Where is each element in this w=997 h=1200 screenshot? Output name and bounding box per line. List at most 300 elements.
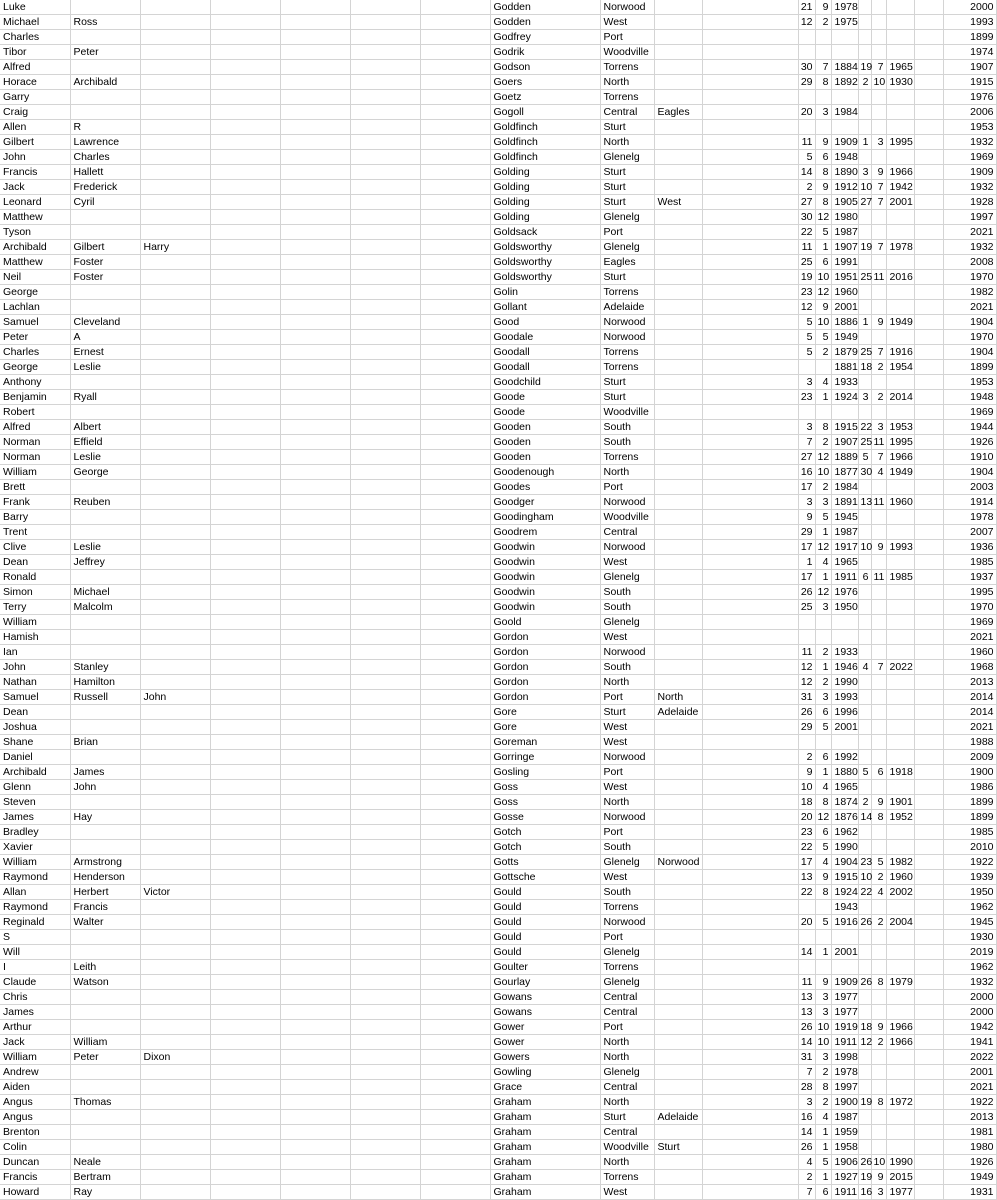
death-year-cell[interactable] [886,960,914,975]
surname-cell[interactable]: Golin [490,285,600,300]
death-year-cell[interactable]: 2016 [886,270,914,285]
second-club-cell[interactable] [654,1050,702,1065]
grid-cell[interactable] [350,690,420,705]
grid-cell[interactable] [420,15,490,30]
grid-cell[interactable] [280,390,350,405]
birth-day-cell[interactable] [798,45,815,60]
grid-cell[interactable] [702,420,798,435]
second-club-cell[interactable]: Norwood [654,855,702,870]
debut-year-cell[interactable]: 1949 [943,1170,996,1185]
grid-cell[interactable] [350,870,420,885]
birth-year-cell[interactable]: 1912 [831,180,858,195]
debut-year-cell[interactable]: 1993 [943,15,996,30]
grid-cell[interactable] [914,585,943,600]
grid-cell[interactable] [914,1170,943,1185]
grid-cell[interactable] [914,705,943,720]
grid-cell[interactable] [914,1035,943,1050]
death-month-cell[interactable] [871,255,886,270]
grid-cell[interactable] [702,510,798,525]
second-club-cell[interactable] [654,390,702,405]
birth-day-cell[interactable]: 20 [798,810,815,825]
grid-cell[interactable] [210,585,280,600]
given-name-cell[interactable]: Arthur [0,1020,70,1035]
grid-cell[interactable] [420,600,490,615]
third-name-cell[interactable]: Victor [140,885,210,900]
birth-month-cell[interactable] [815,930,831,945]
birth-day-cell[interactable]: 7 [798,435,815,450]
third-name-cell[interactable] [140,30,210,45]
club-cell[interactable]: Torrens [600,960,654,975]
debut-year-cell[interactable]: 1944 [943,420,996,435]
grid-cell[interactable] [280,735,350,750]
surname-cell[interactable]: Gower [490,1035,600,1050]
surname-cell[interactable]: Gollant [490,300,600,315]
death-month-cell[interactable]: 11 [871,495,886,510]
club-cell[interactable]: Central [600,105,654,120]
death-day-cell[interactable]: 5 [858,765,871,780]
grid-cell[interactable] [702,750,798,765]
second-club-cell[interactable] [654,1080,702,1095]
birth-month-cell[interactable]: 8 [815,1080,831,1095]
death-day-cell[interactable] [858,330,871,345]
death-day-cell[interactable] [858,45,871,60]
surname-cell[interactable]: Gould [490,945,600,960]
surname-cell[interactable]: Goodingham [490,510,600,525]
death-month-cell[interactable] [871,525,886,540]
birth-year-cell[interactable]: 1907 [831,240,858,255]
death-month-cell[interactable]: 7 [871,60,886,75]
middle-name-cell[interactable] [70,300,140,315]
birth-day-cell[interactable]: 17 [798,570,815,585]
death-day-cell[interactable] [858,750,871,765]
death-year-cell[interactable]: 2022 [886,660,914,675]
birth-day-cell[interactable]: 29 [798,75,815,90]
grid-cell[interactable] [702,1185,798,1200]
death-month-cell[interactable] [871,585,886,600]
given-name-cell[interactable]: Benjamin [0,390,70,405]
death-year-cell[interactable]: 2002 [886,885,914,900]
grid-cell[interactable] [702,975,798,990]
middle-name-cell[interactable] [70,945,140,960]
grid-cell[interactable] [914,255,943,270]
death-day-cell[interactable] [858,30,871,45]
middle-name-cell[interactable]: Ray [70,1185,140,1200]
club-cell[interactable]: Glenelg [600,975,654,990]
grid-cell[interactable] [914,975,943,990]
grid-cell[interactable] [210,960,280,975]
birth-month-cell[interactable]: 6 [815,1185,831,1200]
grid-cell[interactable] [280,1005,350,1020]
death-day-cell[interactable]: 4 [858,660,871,675]
grid-cell[interactable] [420,165,490,180]
surname-cell[interactable]: Goodale [490,330,600,345]
debut-year-cell[interactable]: 1980 [943,1140,996,1155]
club-cell[interactable]: West [600,15,654,30]
grid-cell[interactable] [280,1050,350,1065]
grid-cell[interactable] [210,615,280,630]
grid-cell[interactable] [420,645,490,660]
death-year-cell[interactable] [886,105,914,120]
grid-cell[interactable] [702,1080,798,1095]
grid-cell[interactable] [210,870,280,885]
third-name-cell[interactable]: Dixon [140,1050,210,1065]
birth-year-cell[interactable]: 1915 [831,420,858,435]
grid-cell[interactable] [914,345,943,360]
grid-cell[interactable] [914,675,943,690]
birth-day-cell[interactable]: 11 [798,645,815,660]
birth-year-cell[interactable]: 1919 [831,1020,858,1035]
third-name-cell[interactable] [140,750,210,765]
given-name-cell[interactable]: Simon [0,585,70,600]
third-name-cell[interactable] [140,630,210,645]
debut-year-cell[interactable]: 2014 [943,690,996,705]
grid-cell[interactable] [280,195,350,210]
second-club-cell[interactable]: West [654,195,702,210]
middle-name-cell[interactable] [70,30,140,45]
birth-day-cell[interactable]: 2 [798,180,815,195]
death-year-cell[interactable] [886,1080,914,1095]
death-year-cell[interactable] [886,285,914,300]
grid-cell[interactable] [210,45,280,60]
birth-month-cell[interactable]: 5 [815,720,831,735]
birth-day-cell[interactable]: 16 [798,1110,815,1125]
grid-cell[interactable] [420,540,490,555]
second-club-cell[interactable] [654,90,702,105]
grid-cell[interactable] [350,630,420,645]
death-month-cell[interactable] [871,15,886,30]
death-month-cell[interactable] [871,705,886,720]
middle-name-cell[interactable]: Walter [70,915,140,930]
second-club-cell[interactable]: North [654,690,702,705]
grid-cell[interactable] [914,750,943,765]
middle-name-cell[interactable]: Albert [70,420,140,435]
debut-year-cell[interactable]: 2000 [943,1005,996,1020]
grid-cell[interactable] [702,885,798,900]
birth-day-cell[interactable]: 22 [798,885,815,900]
grid-cell[interactable] [210,780,280,795]
grid-cell[interactable] [914,660,943,675]
birth-month-cell[interactable]: 4 [815,555,831,570]
death-day-cell[interactable]: 30 [858,465,871,480]
grid-cell[interactable] [420,450,490,465]
second-club-cell[interactable] [654,375,702,390]
birth-year-cell[interactable]: 1915 [831,870,858,885]
death-year-cell[interactable] [886,585,914,600]
death-month-cell[interactable]: 8 [871,975,886,990]
death-month-cell[interactable] [871,1065,886,1080]
given-name-cell[interactable]: Luke [0,0,70,15]
third-name-cell[interactable] [140,540,210,555]
grid-cell[interactable] [210,660,280,675]
middle-name-cell[interactable]: Leslie [70,540,140,555]
grid-cell[interactable] [280,555,350,570]
third-name-cell[interactable] [140,600,210,615]
grid-cell[interactable] [210,690,280,705]
grid-cell[interactable] [280,870,350,885]
given-name-cell[interactable]: James [0,1005,70,1020]
third-name-cell[interactable] [140,330,210,345]
death-month-cell[interactable] [871,120,886,135]
death-year-cell[interactable] [886,480,914,495]
death-day-cell[interactable]: 14 [858,810,871,825]
grid-cell[interactable] [420,300,490,315]
birth-month-cell[interactable]: 3 [815,1005,831,1020]
third-name-cell[interactable] [140,585,210,600]
third-name-cell[interactable] [140,810,210,825]
death-year-cell[interactable] [886,510,914,525]
surname-cell[interactable]: Goodwin [490,600,600,615]
grid-cell[interactable] [702,855,798,870]
grid-cell[interactable] [914,90,943,105]
death-month-cell[interactable] [871,825,886,840]
debut-year-cell[interactable]: 1962 [943,900,996,915]
grid-cell[interactable] [420,510,490,525]
grid-cell[interactable] [210,1170,280,1185]
birth-month-cell[interactable]: 6 [815,705,831,720]
given-name-cell[interactable]: Allan [0,885,70,900]
birth-day-cell[interactable] [798,360,815,375]
grid-cell[interactable] [702,120,798,135]
second-club-cell[interactable] [654,780,702,795]
death-day-cell[interactable] [858,990,871,1005]
death-month-cell[interactable]: 9 [871,165,886,180]
grid-cell[interactable] [914,270,943,285]
middle-name-cell[interactable]: Neale [70,1155,140,1170]
grid-cell[interactable] [350,195,420,210]
debut-year-cell[interactable]: 2021 [943,225,996,240]
second-club-cell[interactable] [654,675,702,690]
grid-cell[interactable] [914,300,943,315]
death-day-cell[interactable]: 10 [858,180,871,195]
grid-cell[interactable] [702,915,798,930]
death-day-cell[interactable] [858,585,871,600]
birth-day-cell[interactable]: 5 [798,150,815,165]
second-club-cell[interactable] [654,960,702,975]
grid-cell[interactable] [914,1020,943,1035]
given-name-cell[interactable]: Steven [0,795,70,810]
birth-month-cell[interactable]: 9 [815,300,831,315]
death-day-cell[interactable] [858,285,871,300]
birth-year-cell[interactable]: 1917 [831,540,858,555]
grid-cell[interactable] [210,165,280,180]
grid-cell[interactable] [350,525,420,540]
grid-cell[interactable] [350,615,420,630]
middle-name-cell[interactable]: James [70,765,140,780]
club-cell[interactable]: West [600,555,654,570]
surname-cell[interactable]: Gore [490,705,600,720]
death-year-cell[interactable]: 1966 [886,1020,914,1035]
grid-cell[interactable] [420,1050,490,1065]
given-name-cell[interactable]: Leonard [0,195,70,210]
death-day-cell[interactable] [858,1125,871,1140]
grid-cell[interactable] [210,900,280,915]
grid-cell[interactable] [350,375,420,390]
death-day-cell[interactable] [858,15,871,30]
death-year-cell[interactable] [886,15,914,30]
surname-cell[interactable]: Gowling [490,1065,600,1080]
club-cell[interactable]: Torrens [600,345,654,360]
given-name-cell[interactable]: George [0,360,70,375]
grid-cell[interactable] [702,405,798,420]
birth-day-cell[interactable]: 23 [798,390,815,405]
birth-day-cell[interactable]: 5 [798,315,815,330]
death-year-cell[interactable]: 1901 [886,795,914,810]
grid-cell[interactable] [914,450,943,465]
birth-day-cell[interactable]: 14 [798,165,815,180]
birth-year-cell[interactable]: 1948 [831,150,858,165]
third-name-cell[interactable] [140,1110,210,1125]
birth-month-cell[interactable]: 1 [815,1125,831,1140]
death-month-cell[interactable] [871,1125,886,1140]
death-day-cell[interactable]: 18 [858,360,871,375]
grid-cell[interactable] [702,585,798,600]
grid-cell[interactable] [280,315,350,330]
third-name-cell[interactable] [140,480,210,495]
third-name-cell[interactable] [140,15,210,30]
death-day-cell[interactable]: 6 [858,570,871,585]
debut-year-cell[interactable]: 1960 [943,645,996,660]
club-cell[interactable]: Woodville [600,405,654,420]
grid-cell[interactable] [350,330,420,345]
third-name-cell[interactable] [140,0,210,15]
death-year-cell[interactable] [886,120,914,135]
grid-cell[interactable] [280,495,350,510]
grid-cell[interactable] [914,720,943,735]
given-name-cell[interactable]: Tyson [0,225,70,240]
grid-cell[interactable] [420,1095,490,1110]
grid-cell[interactable] [420,945,490,960]
grid-cell[interactable] [350,540,420,555]
grid-cell[interactable] [702,255,798,270]
third-name-cell[interactable] [140,150,210,165]
birth-day-cell[interactable]: 9 [798,765,815,780]
grid-cell[interactable] [280,90,350,105]
birth-day-cell[interactable]: 31 [798,690,815,705]
club-cell[interactable]: Norwood [600,750,654,765]
death-month-cell[interactable] [871,900,886,915]
given-name-cell[interactable]: William [0,615,70,630]
surname-cell[interactable]: Godrik [490,45,600,60]
death-month-cell[interactable] [871,375,886,390]
death-year-cell[interactable] [886,600,914,615]
grid-cell[interactable] [914,1110,943,1125]
given-name-cell[interactable]: George [0,285,70,300]
given-name-cell[interactable]: Angus [0,1095,70,1110]
death-month-cell[interactable] [871,945,886,960]
death-year-cell[interactable]: 1942 [886,180,914,195]
birth-month-cell[interactable]: 4 [815,780,831,795]
club-cell[interactable]: Torrens [600,450,654,465]
club-cell[interactable]: Sturt [600,180,654,195]
grid-cell[interactable] [914,690,943,705]
death-month-cell[interactable] [871,225,886,240]
middle-name-cell[interactable]: Foster [70,270,140,285]
debut-year-cell[interactable]: 1942 [943,1020,996,1035]
debut-year-cell[interactable]: 1931 [943,1185,996,1200]
second-club-cell[interactable] [654,600,702,615]
debut-year-cell[interactable]: 1936 [943,540,996,555]
grid-cell[interactable] [210,915,280,930]
death-month-cell[interactable] [871,675,886,690]
grid-cell[interactable] [350,315,420,330]
given-name-cell[interactable]: William [0,1050,70,1065]
club-cell[interactable]: Woodville [600,45,654,60]
birth-year-cell[interactable]: 1965 [831,555,858,570]
given-name-cell[interactable]: Clive [0,540,70,555]
death-year-cell[interactable] [886,690,914,705]
debut-year-cell[interactable]: 1988 [943,735,996,750]
grid-cell[interactable] [280,975,350,990]
grid-cell[interactable] [280,705,350,720]
given-name-cell[interactable]: Shane [0,735,70,750]
birth-month-cell[interactable]: 3 [815,1050,831,1065]
grid-cell[interactable] [702,330,798,345]
grid-cell[interactable] [420,60,490,75]
surname-cell[interactable]: Gogoll [490,105,600,120]
death-month-cell[interactable]: 9 [871,540,886,555]
birth-year-cell[interactable] [831,120,858,135]
grid-cell[interactable] [702,645,798,660]
debut-year-cell[interactable]: 1970 [943,270,996,285]
death-year-cell[interactable] [886,945,914,960]
middle-name-cell[interactable] [70,480,140,495]
grid-cell[interactable] [280,525,350,540]
debut-year-cell[interactable]: 2007 [943,525,996,540]
grid-cell[interactable] [702,450,798,465]
given-name-cell[interactable]: Jack [0,180,70,195]
birth-day-cell[interactable]: 30 [798,210,815,225]
birth-year-cell[interactable]: 1943 [831,900,858,915]
debut-year-cell[interactable]: 2009 [943,750,996,765]
grid-cell[interactable] [280,1140,350,1155]
death-month-cell[interactable]: 7 [871,240,886,255]
grid-cell[interactable] [280,885,350,900]
given-name-cell[interactable]: Barry [0,510,70,525]
middle-name-cell[interactable] [70,375,140,390]
birth-month-cell[interactable]: 3 [815,105,831,120]
birth-month-cell[interactable]: 5 [815,840,831,855]
death-month-cell[interactable] [871,105,886,120]
club-cell[interactable]: South [600,600,654,615]
given-name-cell[interactable]: John [0,660,70,675]
birth-day-cell[interactable]: 22 [798,840,815,855]
surname-cell[interactable]: Goldsworthy [490,270,600,285]
club-cell[interactable]: Port [600,690,654,705]
birth-month-cell[interactable]: 12 [815,285,831,300]
death-year-cell[interactable] [886,255,914,270]
death-year-cell[interactable] [886,720,914,735]
club-cell[interactable]: Central [600,1125,654,1140]
birth-year-cell[interactable]: 1876 [831,810,858,825]
death-day-cell[interactable] [858,825,871,840]
club-cell[interactable]: Port [600,825,654,840]
birth-year-cell[interactable] [831,615,858,630]
birth-month-cell[interactable]: 6 [815,750,831,765]
birth-month-cell[interactable]: 5 [815,330,831,345]
grid-cell[interactable] [280,900,350,915]
debut-year-cell[interactable]: 1976 [943,90,996,105]
grid-cell[interactable] [914,390,943,405]
grid-cell[interactable] [210,285,280,300]
second-club-cell[interactable] [654,255,702,270]
second-club-cell[interactable] [654,75,702,90]
grid-cell[interactable] [280,165,350,180]
birth-day-cell[interactable] [798,630,815,645]
third-name-cell[interactable] [140,900,210,915]
surname-cell[interactable]: Gottsche [490,870,600,885]
given-name-cell[interactable]: Craig [0,105,70,120]
grid-cell[interactable] [420,1035,490,1050]
